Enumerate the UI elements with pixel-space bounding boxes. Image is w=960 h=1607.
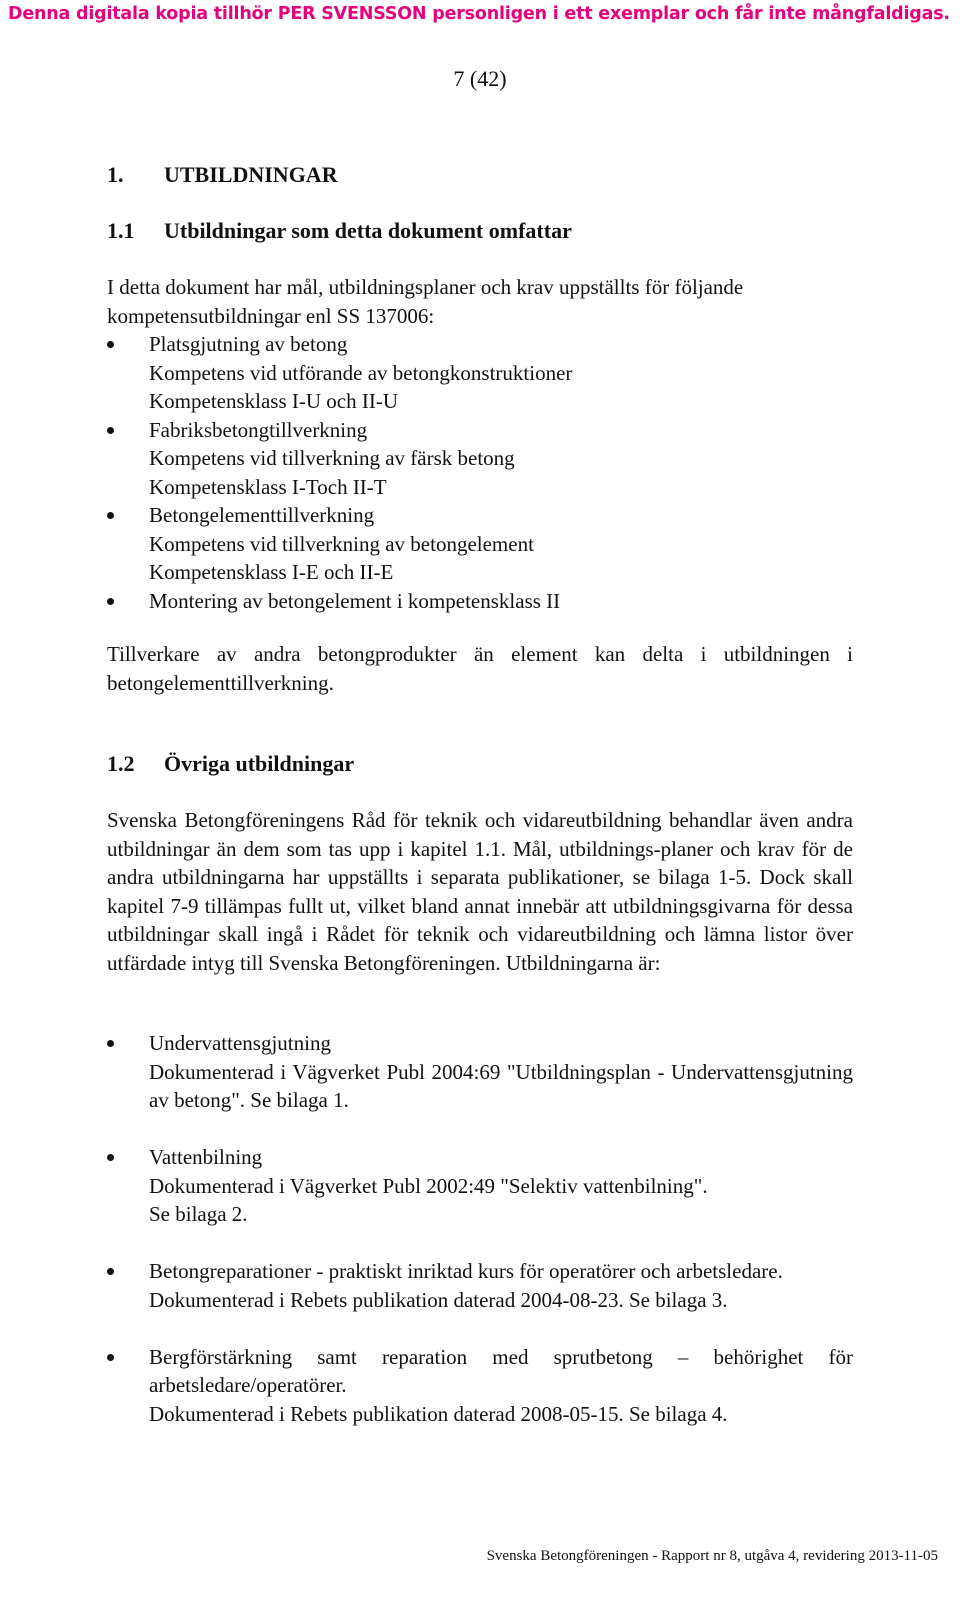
competence-list <box>107 330 853 615</box>
item-description: Dokumenterad i Rebets publikation daterad 2008-05-15. Se bilaga 4. <box>149 1401 728 1426</box>
list-item <box>107 501 853 587</box>
page-number: 7 (42) <box>453 66 507 91</box>
bullet-icon <box>107 1040 114 1047</box>
item-title: Montering av betongelement i kompetensklass II <box>149 588 561 613</box>
list-item <box>107 416 853 502</box>
section-1-1-intro: I detta dokument har mål, utbildningsplaner och krav uppställts för följande kompetensutbildningar enl SS 137006: <box>107 275 744 328</box>
section-number: 1.1 <box>107 218 135 243</box>
bullet-icon <box>107 1154 114 1161</box>
item-title: Fabriksbetongtillverkning <box>149 417 368 442</box>
item-description: Dokumenterad i Vägverket Publ 2004:69 "Utbildningsplan - Undervattensgjutning av betong". Se bilaga 1. <box>149 1059 853 1112</box>
item-line: Kompetensklass I-U och II-U <box>149 389 399 413</box>
list-item <box>107 1257 853 1314</box>
item-title: Undervattensgjutning <box>149 1031 331 1055</box>
item-title: Betongreparationer - praktiskt inriktad kurs för operatörer och arbetsledare. <box>149 1259 783 1283</box>
bullet-icon <box>107 341 114 348</box>
item-line: Kompetensklass I-Toch II-T <box>149 474 387 499</box>
bullet-icon <box>107 512 114 519</box>
item-title: Platsgjutning av betong <box>149 332 348 356</box>
copyright-watermark: Denna digitala kopia tillhör PER SVENSSON personligen i ett exemplar och får inte mångfaldigas. <box>8 4 950 24</box>
section-1-1-outro: Tillverkare av andra betongprodukter än element kan delta i utbildningen i betongelementtillverkning. <box>107 642 853 695</box>
list-item <box>107 1029 853 1115</box>
section-title: Utbildningar som detta dokument omfattar <box>164 218 572 243</box>
item-line: Kompetens vid tillverkning av betongelement <box>149 531 534 556</box>
section-1-heading <box>107 162 338 188</box>
section-title: UTBILDNINGAR <box>164 162 338 187</box>
item-description: Se bilaga 2. <box>149 1202 248 1226</box>
list-item <box>107 1143 853 1229</box>
item-description: Dokumenterad i Vägverket Publ 2002:49 "Selektiv vattenbilning". <box>149 1173 708 1198</box>
section-1-2-heading <box>107 751 354 777</box>
item-line: Kompetensklass I-E och II-E <box>149 560 394 584</box>
page-footer: Svenska Betongföreningen - Rapport nr 8, utgåva 4, revidering 2013-11-05 <box>486 1548 938 1564</box>
bullet-icon <box>107 427 114 434</box>
section-number: 1.2 <box>107 751 135 776</box>
other-trainings-list <box>107 1029 853 1428</box>
list-item <box>107 1343 853 1429</box>
section-title: Övriga utbildningar <box>164 751 355 776</box>
item-title: Vattenbilning <box>149 1145 263 1169</box>
section-number: 1. <box>107 162 124 187</box>
section-1-1-heading <box>107 218 572 244</box>
list-item <box>107 330 853 416</box>
item-line: Kompetens vid tillverkning av färsk betong <box>149 446 515 470</box>
section-1-2-paragraph: Svenska Betongföreningens Råd för teknik och vidareutbildning behandlar även andra utbildningar än dem som tas upp i kapitel 1.1. Mål, utbildnings-planer och krav för de andra utbildningarna har uppställts i separata publikationer, se bilaga 1-5. Dock skall kapitel 7-9 tillämpas fullt ut, vilket bland annat innebär att utbildningsgivarna för dessa utbildningar skall ingå i Rådet för teknik och vidareutbildning och lämna listor över utfärdade intyg till Svenska Betongföreningen. Utbildningarna är: <box>107 808 853 975</box>
list-item <box>107 587 853 616</box>
item-line: Kompetens vid utförande av betongkonstruktioner <box>149 360 573 385</box>
item-title: Bergförstärkning samt reparation med sprutbetong – behörighet för arbetsledare/operatörer. <box>149 1344 853 1397</box>
bullet-icon <box>107 1268 114 1275</box>
bullet-icon <box>107 1354 114 1361</box>
bullet-icon <box>107 598 114 605</box>
item-title: Betongelementtillverkning <box>149 503 375 527</box>
item-description: Dokumenterad i Rebets publikation daterad 2004-08-23. Se bilaga 3. <box>149 1287 728 1312</box>
